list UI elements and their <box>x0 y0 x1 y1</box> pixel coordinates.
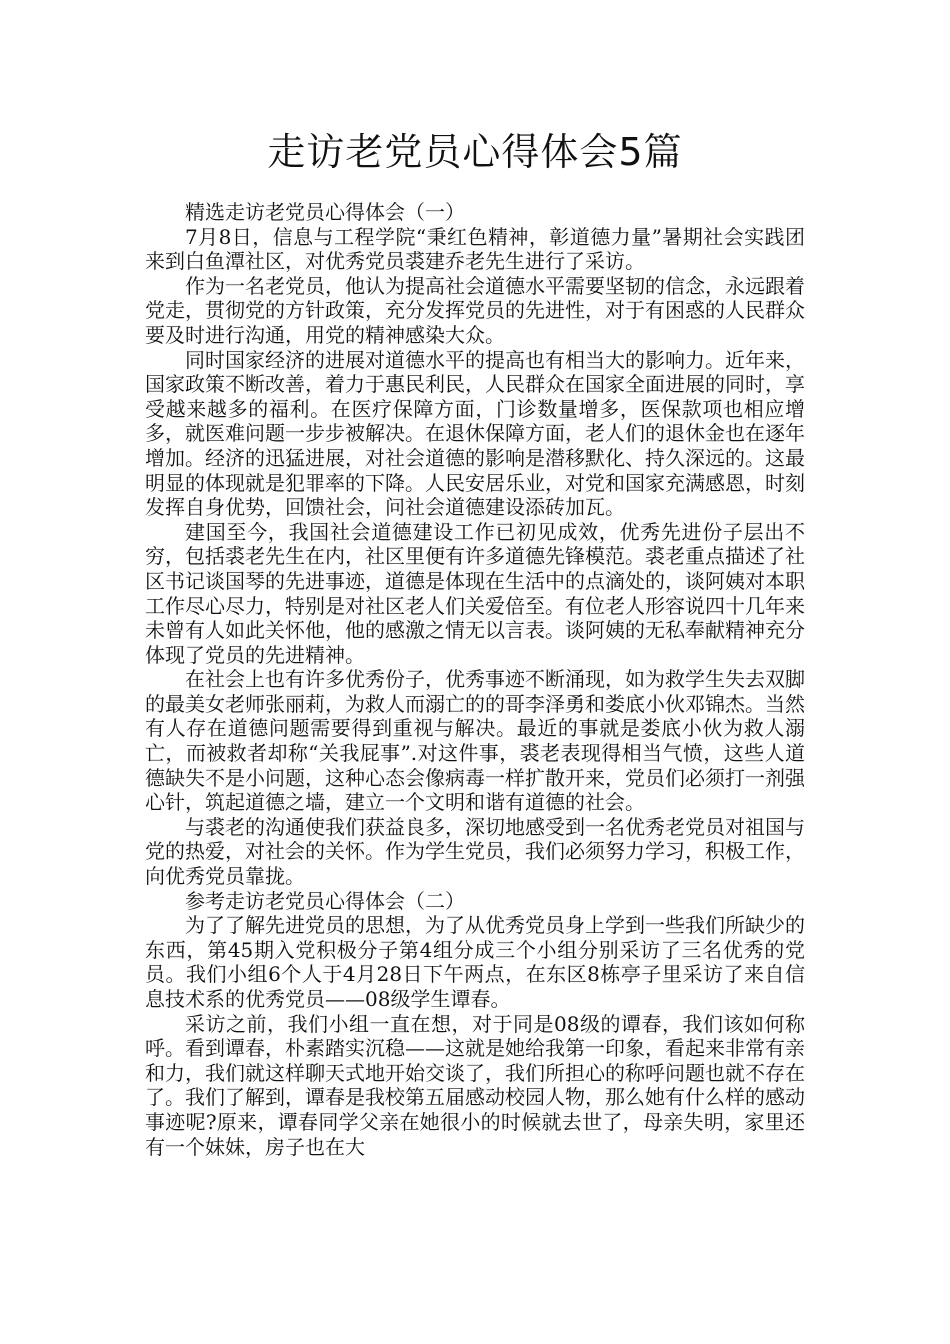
paragraph: 在社会上也有许多优秀份子，优秀事迹不断涌现，如为救学生失去双脚的最美女老师张丽莉，为救人而溺亡的的哥李泽勇和娄底小伙邓锦杰。当然有人存在道德问题需要得到重视与解决。最近的事就是娄底小伙为救人溺亡，而被救者却称“关我屁事”.对这件事，裘老表现得相当气愤，这些人道德缺失不是小问题，这种心态会像病毒一样扩散开来，党员们必须打一剂强心针，筑起道德之墙，建立一个文明和谐有道德的社会。 <box>145 667 805 815</box>
document-title: 走访老党员心得体会5篇 <box>267 130 683 174</box>
paragraph: 为了了解先进党员的思想，为了从优秀党员身上学到一些我们所缺少的东西，第45期入党积极分子第4组分成三个小组分别采访了三名优秀的党员。我们小组6个人于4月28日下午两点，在东区8栋亭子里采访了来自信息技术系的优秀党员——08级学生谭春。 <box>145 913 805 1011</box>
paragraph: 建国至今，我国社会道德建设工作已初见成效，优秀先进份子层出不穷，包括裘老先生在内，社区里便有许多道德先锋模范。裘老重点描述了社区书记谈国琴的先进事迹，道德是体现在生活中的点滴处的，谈阿姨对本职工作尽心尽力，特别是对社区老人们关爱倍至。有位老人形容说四十几年来未曾有人如此关怀他，他的感激之情无以言表。谈阿姨的无私奉献精神充分体现了党员的先进精神。 <box>145 519 805 667</box>
paragraph: 7月8日，信息与工程学院“秉红色精神，彰道德力量”暑期社会实践团来到白鱼潭社区，对优秀党员裘建乔老先生进行了采访。 <box>145 224 805 274</box>
section-heading-2: 参考走访老党员心得体会（二） <box>185 888 465 913</box>
paragraph: 与裘老的沟通使我们获益良多，深切地感受到一名优秀老党员对祖国与党的热爱，对社会的关怀。作为学生党员，我们必须努力学习，积极工作，向优秀党员靠拢。 <box>145 814 805 889</box>
paragraph: 作为一名老党员，他认为提高社会道德水平需要坚韧的信念，永远跟着党走，贯彻党的方针政策，充分发挥党员的先进性，对于有困惑的人民群众要及时进行沟通，用党的精神感染大众。 <box>145 273 805 347</box>
paragraph: 采访之前，我们小组一直在想，对于同是08级的谭春，我们该如何称呼。看到谭春，朴素踏实沉稳——这就是她给我第一印象，看起来非常有亲和力，我们就这样聊天式地开始交谈了，我们所担心的称呼问题也就不存在了。我们了解到，谭春是我校第五届感动校园人物，那么她有什么样的感动事迹呢?原来，谭春同学父亲在她很小的时候就去世了，母亲失明，家里还有一个妹妹，房子也在大 <box>145 1011 805 1159</box>
section-heading-1: 精选走访老党员心得体会（一） <box>185 200 465 224</box>
paragraph: 同时国家经济的进展对道德水平的提高也有相当大的影响力。近年来，国家政策不断改善，着力于惠民利民，人民群众在国家全面进展的同时，享受越来越多的福利。在医疗保障方面，门诊数量增多，医保款项也相应增多，就医难问题一步步被解决。在退休保障方面，老人们的退休金也在逐年增加。经济的迅猛进展，对社会道德的影响是潜移默化、持久深远的。这最明显的体现就是犯罪率的下降。人民安居乐业，对党和国家充满感恩，时刻发挥自身优势，回馈社会，问社会道德建设添砖加瓦。 <box>145 347 805 520</box>
document-body <box>145 200 805 1159</box>
